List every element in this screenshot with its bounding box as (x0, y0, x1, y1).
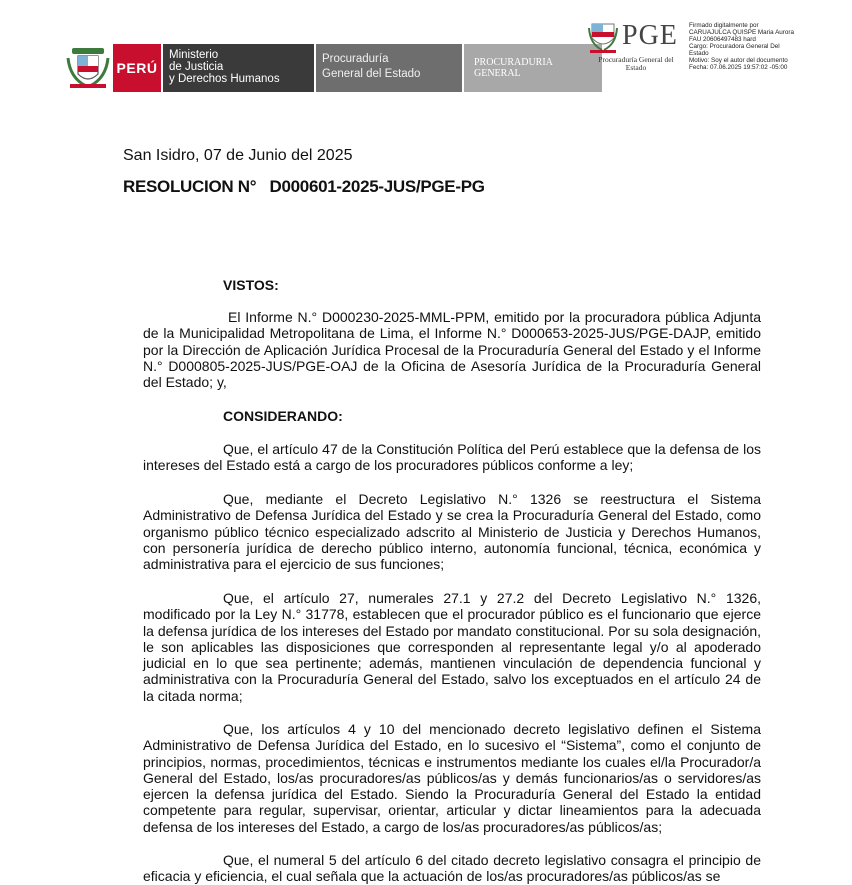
document-date: San Isidro, 07 de Junio del 2025 (123, 147, 353, 164)
considerando-paragraph-2: Que, mediante el Decreto Legislativo N.° 1326 se reestructura el Sistema Administrativo de Defensa Jurídica del Estado y se crea la Procuraduría General del Estado, como organismo público técnico especializado adscrito al Ministerio de Justicia y Derechos Humanos, con personería jurídica de derecho público interno, autonomía funcional, técnica, económica y administrativa para el ejercicio de sus funciones; (143, 491, 761, 573)
pge-logo-word: PGE (622, 20, 678, 51)
peru-coat-of-arms-icon (66, 44, 110, 92)
signature-line: Fecha: 07.06.2025 19:57:02 -05:00 (689, 64, 788, 71)
procuraduria-general-label (464, 44, 602, 92)
procuraduria-ge-line-2: General del Estado (322, 68, 421, 80)
vistos-heading: VISTOS: (223, 277, 279, 293)
pge-shield-icon (588, 20, 618, 54)
resolution-number: RESOLUCION N° D000601-2025-JUS/PGE-PG (123, 177, 485, 196)
ministerio-line-2: de Justicia (169, 61, 224, 73)
procuraduria-ge-label (316, 44, 462, 92)
considerando-paragraph-1: Que, el artículo 47 de la Constitución Política del Perú establece que la defensa de los intereses del Estado está a cargo de los procuradores públicos conforme a ley; (143, 441, 761, 474)
considerando-heading: CONSIDERANDO: (223, 408, 343, 424)
ministerio-line-1: Ministerio (169, 49, 219, 61)
peru-brand-box: PERÚ (113, 44, 161, 92)
signature-line: CARUAJULCA QUISPE Maria Aurora (689, 29, 794, 36)
vistos-paragraph: El Informe N.° D000230-2025-MML-PPM, emitido por la procuradora pública Adjunta de la Municipalidad Metropolitana de Lima, el Informe N.° D000653-2025-JUS/PGE-DAJP, emitido por la Dirección de Aplicación Jurídica Procesal de la Procuraduría General del Estado y el Informe N.° D000805-2025-JUS/PGE-OAJ de la Oficina de Asesoría Jurídica de la Procuraduría General del Estado; y, (143, 309, 761, 391)
pge-logo-subtitle: Procuraduría General del Estado (598, 55, 674, 72)
signature-line: Estado (689, 50, 709, 57)
signature-line: Motivo: Soy el autor del documento (689, 57, 788, 64)
procuraduria-ge-line-1: Procuraduría (322, 53, 389, 65)
considerando-paragraph-3: Que, el artículo 27, numerales 27.1 y 27.2 del Decreto Legislativo N.° 1326, modificado por la Ley N.° 31778, establecen que el procurador público es el funcionario que ejerce la defensa jurídica de los intereses del Estado por mandato constitucional. Por su sola designación, le son aplicables las disposiciones que corresponden al representante legal y/o al apoderado judicial en lo que sea pertinente; además, mantienen vinculación de dependencia funcional y administrativa con la Procuraduría General del Estado, salvo los exceptuados en el artículo 24 de la citada norma; (143, 590, 761, 704)
considerando-paragraph-4: Que, los artículos 4 y 10 del mencionado decreto legislativo definen el Sistema Administrativo de Defensa Jurídica del Estado, en lo sucesivo el “Sistema”, como el conjunto de principios, normas, procedimientos, técnicas e instrumentos mediante los cuales el/la Procurador/a General del Estado, los/as procuradores/as públicos/as y demás funcionarios/as o servidores/as ejercen la defensa jurídica del Estado. Siendo la Procuraduría General del Estado la entidad competente para regular, supervisar, orientar, articular y dictar lineamientos para la adecuada defensa de los intereses del Estado, a cargo de los/as procuradores/as públicos/as; (143, 721, 761, 835)
ministerio-label (163, 44, 314, 92)
signature-line: Firmado digitalmente por (689, 22, 759, 29)
signature-line: FAU 20606497483 hard (689, 36, 756, 43)
procuraduria-general-line-2: GENERAL (474, 68, 521, 79)
signature-line: Cargo: Procuradora General Del (689, 43, 780, 50)
considerando-paragraph-5: Que, el numeral 5 del artículo 6 del citado decreto legislativo consagra el principio de eficacia y eficiencia, el cual señala que la actuación de los/as procuradores/as públicos/as se (143, 852, 761, 885)
procuraduria-general-line-1: PROCURADURIA (474, 57, 553, 68)
ministerio-line-3: y Derechos Humanos (169, 73, 280, 85)
digital-signature-block (689, 22, 849, 71)
